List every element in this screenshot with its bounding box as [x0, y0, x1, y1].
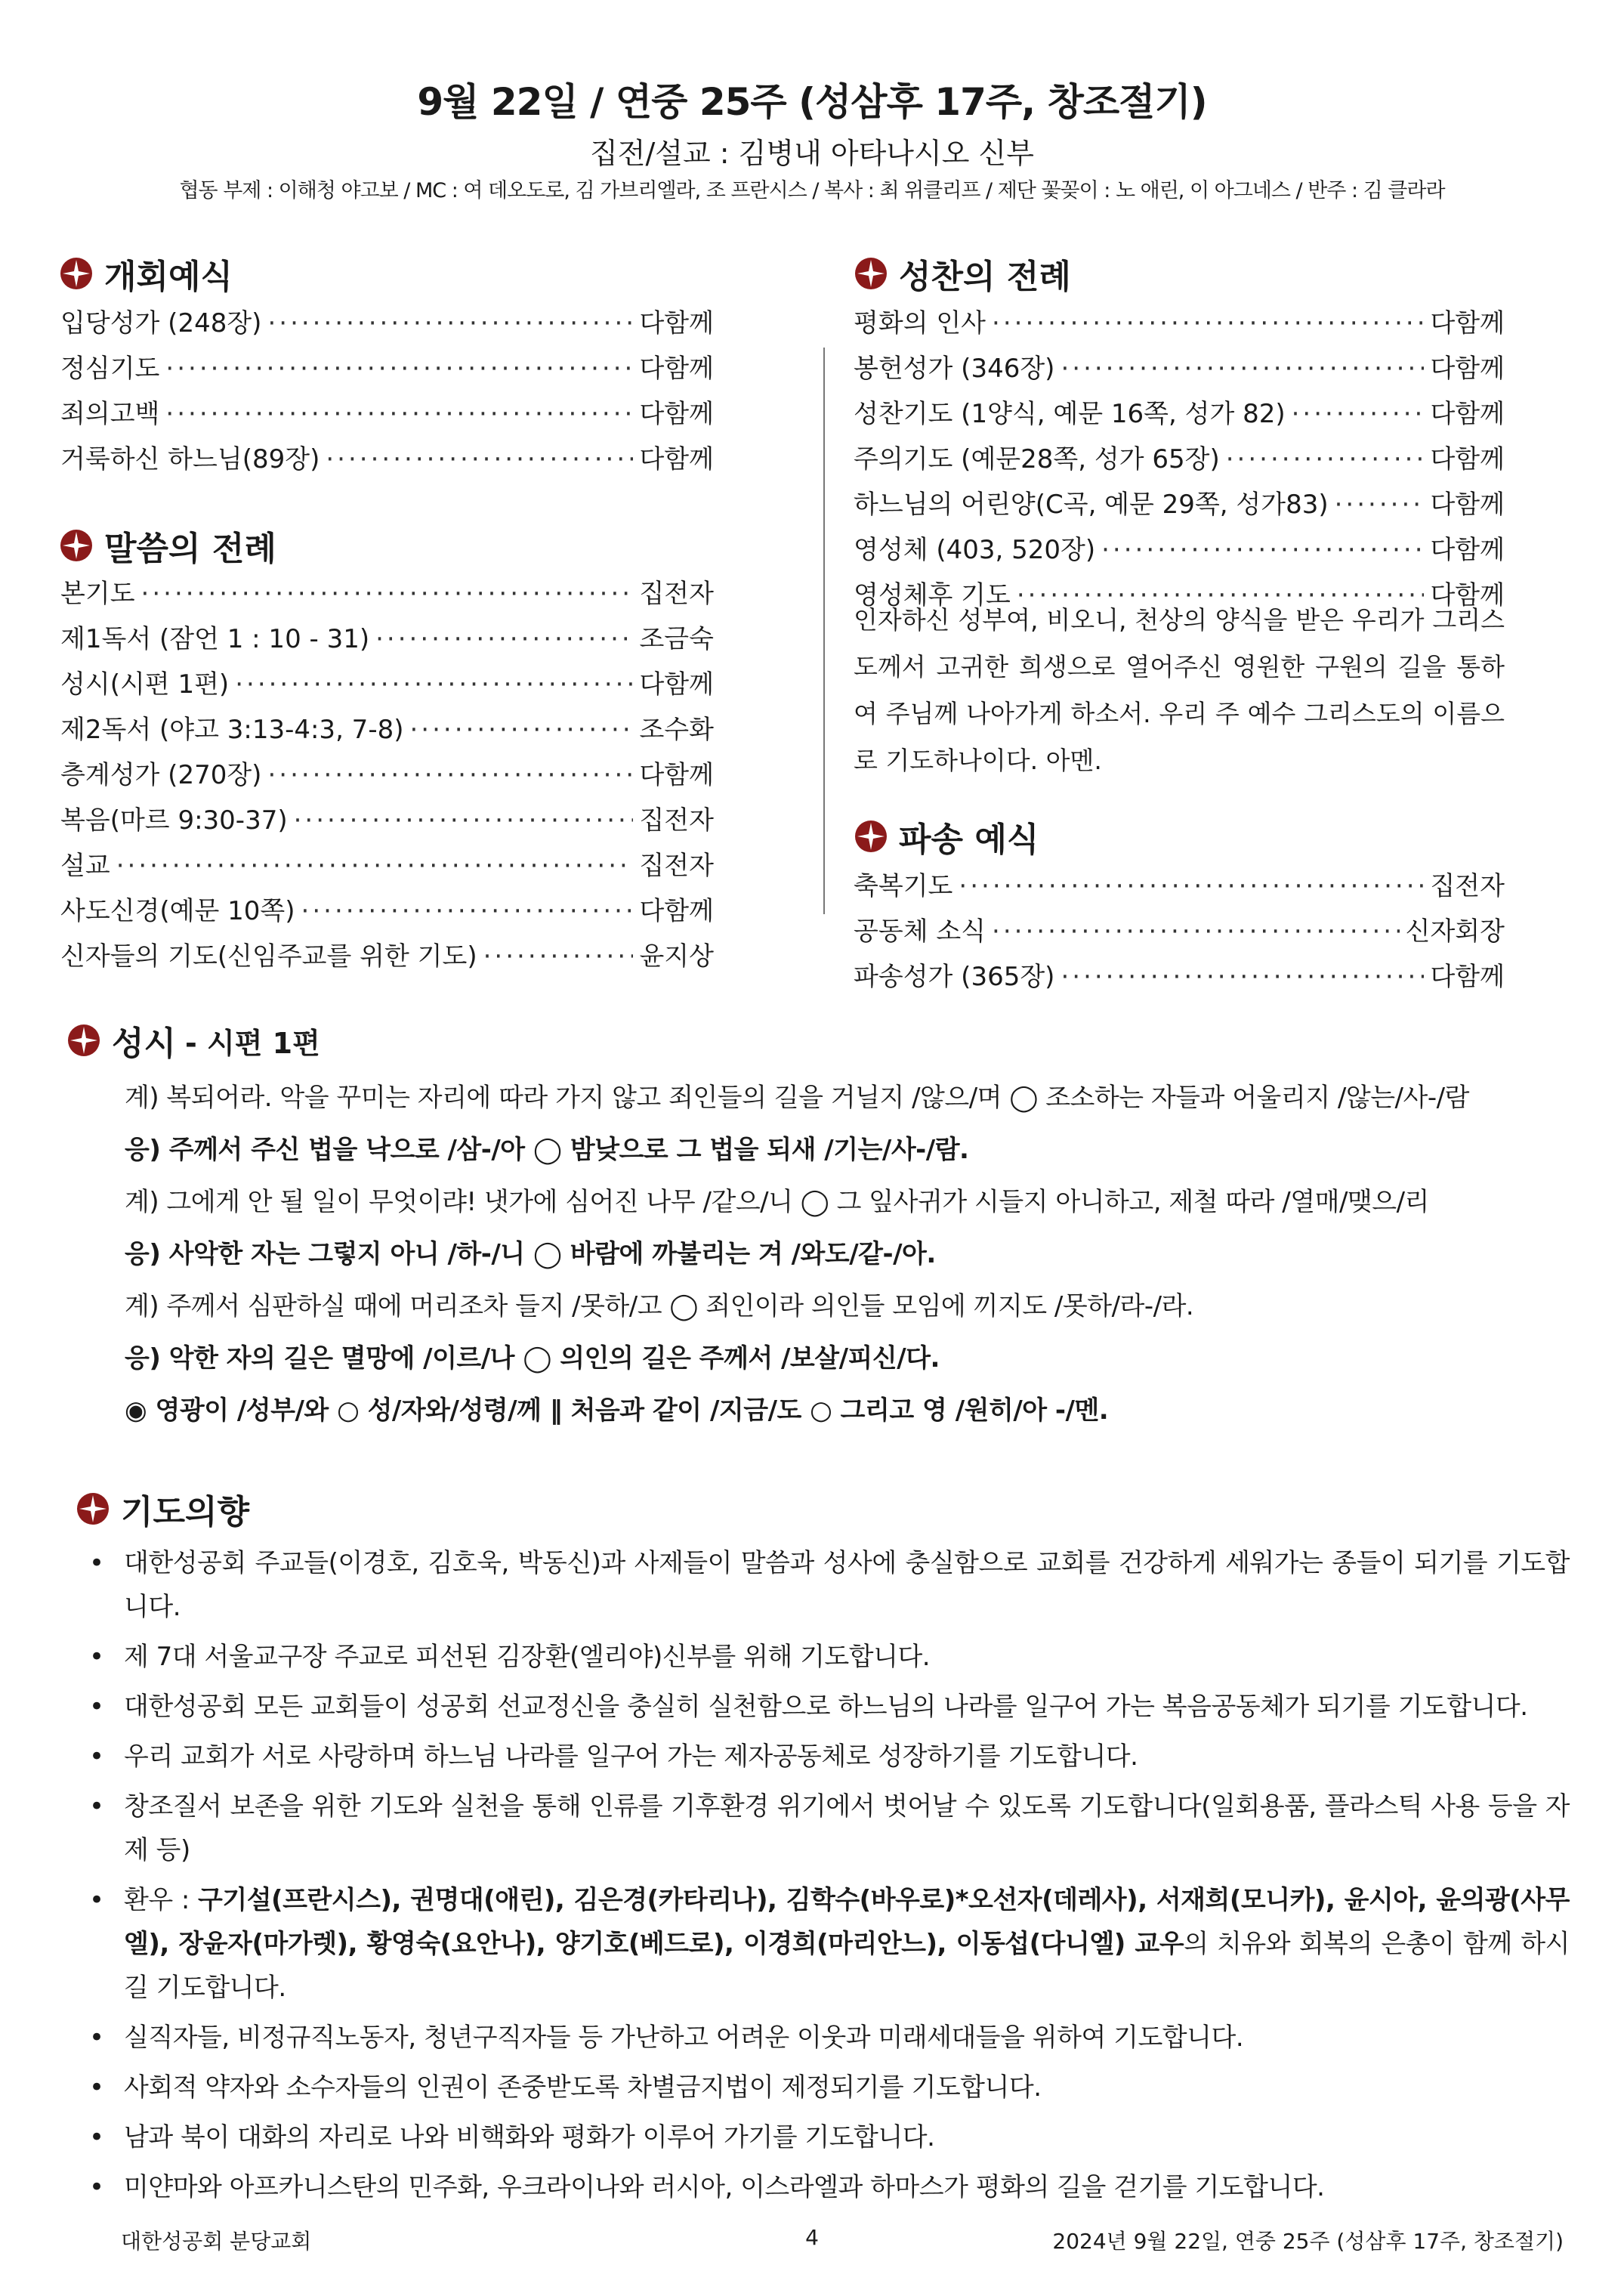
program-row — [60, 845, 714, 890]
program-item-role: 다함께 — [1430, 308, 1505, 338]
program-row — [60, 935, 714, 981]
program-item-role: 다함께 — [639, 308, 714, 338]
intention-item — [89, 1735, 1570, 1778]
intention-item — [89, 1785, 1570, 1872]
cross-circle-icon — [59, 528, 94, 563]
program-item-name: 하느님의 어린양(C곡, 예문 29쪽, 성가83) — [854, 490, 1329, 520]
column-divider — [823, 348, 825, 914]
bullet: • — [89, 1642, 104, 1672]
leader-dots — [992, 916, 1400, 947]
program-item-name: 정심기도 — [60, 354, 160, 384]
page-number: 4 — [805, 2225, 819, 2250]
psalm-line: 계) 주께서 심판하실 때에 머리조차 들지 /못하/고 ◯ 죄인이라 의인들 모임에 끼지도 /못하/라-/라. — [125, 1291, 1194, 1321]
leader-dots — [165, 354, 633, 384]
section-word-heading — [59, 521, 276, 570]
program-row — [60, 890, 714, 935]
bullet: • — [89, 1692, 104, 1722]
program-item-role: 다함께 — [1430, 535, 1505, 565]
presider-line: 집전/설교 : 김병내 아타나시오 신부 — [590, 137, 1034, 170]
bullet: • — [89, 1548, 104, 1578]
leader-dots — [1101, 535, 1424, 565]
intention-text: 대한성공회 주교들(이경호, 김호욱, 박동신)과 사제들이 말씀과 성사에 충실함으로 교회를 건강하게 세워가는 종들이 되기를 기도합니다. — [124, 1548, 1570, 1622]
program-item-role: 다함께 — [1430, 354, 1505, 384]
program-item-role: 다함께 — [639, 444, 714, 474]
program-item-role: 다함께 — [1430, 399, 1505, 429]
intention-text: 우리 교회가 서로 사랑하며 하느님 나라를 일구어 가는 제자공동체로 성장하기를 기도합니다. — [124, 1741, 1138, 1772]
program-item-role: 다함께 — [639, 760, 714, 790]
leader-dots — [141, 579, 634, 609]
psalm-line: 응) 주께서 주신 법을 낙으로 /삼-/아 ◯ 밤낮으로 그 법을 되새 /기는/사-/람. — [125, 1135, 969, 1165]
section-title: 성시 — [112, 1024, 177, 1063]
intention-text: 미얀마와 아프카니스탄의 민주화, 우크라이나와 러시아, 이스라엘과 하마스가 평화의 길을 걷기를 기도합니다. — [124, 2172, 1325, 2202]
bullet: • — [89, 1885, 104, 1915]
leader-dots — [294, 805, 634, 836]
intention-item — [89, 1878, 1570, 2010]
program-item-name: 공동체 소식 — [854, 916, 986, 947]
leader-dots — [116, 851, 634, 881]
leader-dots — [1226, 444, 1425, 474]
program-item-name: 제2독서 (야고 3:13-4:3, 7-8) — [60, 715, 404, 745]
program-item-role: 다함께 — [1430, 444, 1505, 474]
intention-text: 대한성공회 모든 교회들이 성공회 선교정신을 충실히 실천함으로 하느님의 나라를 일구어 가는 복음공동체가 되기를 기도합니다. — [124, 1692, 1528, 1722]
bullet: • — [89, 1791, 104, 1822]
program-item-name: 영성체후 기도 — [854, 580, 1011, 610]
footer-church: 대한성공회 분당교회 — [121, 2229, 312, 2254]
program-item-role: 집전자 — [639, 851, 714, 881]
psalm-lines — [125, 1077, 1560, 1442]
section-title: 파송 예식 — [899, 820, 1039, 859]
program-item-name: 설교 — [60, 851, 110, 881]
intention-item — [89, 1635, 1570, 1679]
program-item-role: 다함께 — [1430, 490, 1505, 520]
program-row — [854, 302, 1505, 348]
psalm-line: ◉ 영광이 /성부/와 ○ 성/자와/성령/께 ‖ 처음과 같이 /지금/도 ○ 그리고 영 /원히/아 -/멘. — [125, 1395, 1109, 1426]
program-item-role: 다함께 — [1430, 962, 1505, 992]
program-item-name: 사도신경(예문 10쪽) — [60, 896, 295, 926]
program-item-name: 본기도 — [60, 579, 135, 609]
psalm-line: 응) 악한 자의 길은 멸망에 /이르/나 ◯ 의인의 길은 주께서 /보살/피신/다. — [125, 1343, 940, 1374]
program-row — [60, 754, 714, 799]
intention-text: 남과 북이 대화의 자리로 나와 비핵화와 평화가 이루어 가기를 기도합니다. — [124, 2122, 935, 2152]
section-title: 성찬의 전례 — [899, 258, 1071, 296]
intention-text: 실직자들, 비정규직노동자, 청년구직자들 등 가난하고 어려운 이웃과 미래세대들을 위하여 기도합니다. — [124, 2023, 1244, 2053]
program-row — [854, 348, 1505, 393]
intention-item — [89, 2115, 1570, 2159]
section-title: 말씀의 전례 — [104, 530, 276, 568]
section-title: 기도의향 — [121, 1493, 250, 1531]
program-item-name: 죄의고백 — [60, 399, 160, 429]
program-row — [60, 393, 714, 438]
bullet: • — [89, 1741, 104, 1772]
intention-item — [89, 2016, 1570, 2060]
program-row — [60, 663, 714, 709]
program-item-name: 제1독서 (잠언 1 : 10 - 31) — [60, 624, 370, 654]
leader-dots — [483, 941, 634, 972]
patient-names: 구기설(프란시스), 권명대(애린), 김은경(카타리나), 김학수(바우로)*오선자(데레사), 서재희(모니카), 윤시아, 윤의광(사무엘), 장윤자(마가렛), 황영숙(요안나), 양기호(베드로), 이경희(마리안느), 이동섭(다니엘) 교우 — [124, 1885, 1570, 1959]
bullet: • — [89, 2122, 104, 2152]
cross-circle-icon — [854, 256, 888, 291]
cross-circle-icon — [76, 1491, 110, 1526]
program-item-name: 파송성가 (365장) — [854, 962, 1055, 992]
program-row — [60, 618, 714, 663]
program-item-role: 조수화 — [639, 715, 714, 745]
leader-dots — [1335, 490, 1425, 520]
leader-dots — [1061, 962, 1424, 992]
program-row — [854, 865, 1505, 910]
program-row — [60, 348, 714, 393]
program-item-name: 성시(시편 1편) — [60, 669, 230, 700]
program-item-name: 신자들의 기도(신임주교를 위한 기도) — [60, 941, 477, 972]
section-psalm-heading — [66, 1016, 320, 1065]
program-row — [60, 573, 714, 618]
leader-dots — [326, 444, 633, 474]
program-item-name: 주의기도 (예문28쪽, 성가 65장) — [854, 444, 1220, 474]
program-row — [60, 709, 714, 754]
program-item-role: 다함께 — [639, 669, 714, 700]
leader-dots — [267, 760, 633, 790]
psalm-line: 계) 그에게 안 될 일이 무엇이랴! 냇가에 심어진 나무 /같으/니 ◯ 그 잎사귀가 시들지 아니하고, 제철 따라 /열매/맺으/리 — [125, 1187, 1429, 1217]
intention-item — [89, 2066, 1570, 2109]
program-item-role: 집전자 — [639, 805, 714, 836]
program-row — [854, 529, 1505, 574]
leader-dots — [165, 399, 633, 429]
bullet: • — [89, 2023, 104, 2053]
leader-dots — [267, 308, 633, 338]
word-rows — [60, 573, 714, 981]
eucharist-rows — [854, 302, 1505, 620]
leader-dots — [235, 669, 633, 700]
psalm-line: 계) 복되어라. 악을 꾸미는 자리에 따라 가지 않고 죄인들의 길을 거닐지 /않으/며 ◯ 조소하는 자들과 어울리지 /않는/사-/람 — [125, 1083, 1469, 1113]
leader-dots — [992, 308, 1424, 338]
intention-item — [89, 1541, 1570, 1629]
section-eucharist-heading — [854, 249, 1071, 298]
program-item-role: 윤지상 — [639, 941, 714, 972]
post-communion-prayer: 인자하신 성부여, 비오니, 천상의 양식을 받은 우리가 그리스도께서 고귀한 희생으로 열어주신 영원한 구원의 길을 통하여 주님께 나아가게 하소서. 우리 주 예수 그리스도의 이름으로 기도하나이다. 아멘. — [854, 605, 1505, 775]
program-item-name: 평화의 인사 — [854, 308, 986, 338]
leader-dots — [1292, 399, 1425, 429]
program-row — [60, 302, 714, 348]
intention-item — [89, 2165, 1570, 2209]
bullet: • — [89, 2072, 104, 2103]
intention-suffix: 의 치유와 회복의 은총이 함께 하시길 기도합니다. — [124, 1929, 1570, 2003]
section-dismissal-heading — [854, 812, 1039, 861]
bullet: • — [89, 2172, 104, 2202]
section-opening-heading — [59, 249, 233, 298]
section-intentions-heading — [76, 1485, 249, 1533]
program-item-name: 입당성가 (248장) — [60, 308, 262, 338]
assistants-line: 협동 부제 : 이해청 야고보 / MC : 여 데오도로, 김 가브리엘라, 조 프란시스 / 복사 : 최 위클리프 / 제단 꽃꽂이 : 노 애린, 이 아그네스 / 반주 : 김 클라라 — [179, 179, 1445, 202]
leader-dots — [1061, 354, 1424, 384]
intention-prefix: 환우 : — [124, 1885, 198, 1915]
program-item-name: 거룩하신 하느님(89장) — [60, 444, 320, 474]
page-title: 9월 22일 / 연중 25주 (성삼후 17주, 창조절기) — [417, 80, 1207, 124]
program-item-role: 집전자 — [639, 579, 714, 609]
opening-rows — [60, 302, 714, 484]
section-subtitle: - 시편 1편 — [185, 1026, 320, 1060]
leader-dots — [375, 624, 633, 654]
intention-text: 창조질서 보존을 위한 기도와 실천을 통해 인류를 기후환경 위기에서 벗어날 수 있도록 기도합니다(일회용품, 플라스틱 사용 등을 자제 등) — [124, 1791, 1570, 1865]
program-row — [854, 956, 1505, 1001]
program-item-name: 영성체 (403, 520장) — [854, 535, 1096, 565]
program-item-name: 축복기도 — [854, 871, 953, 901]
program-item-role: 다함께 — [639, 399, 714, 429]
program-item-name: 봉헌성가 (346장) — [854, 354, 1055, 384]
program-item-role: 집전자 — [1430, 871, 1505, 901]
cross-circle-icon — [59, 256, 94, 291]
program-item-name: 성찬기도 (1양식, 예문 16쪽, 성가 82) — [854, 399, 1286, 429]
leader-dots — [301, 896, 634, 926]
intention-text: 제 7대 서울교구장 주교로 피선된 김장환(엘리야)신부를 위해 기도합니다. — [124, 1642, 931, 1672]
program-item-role: 조금숙 — [639, 624, 714, 654]
intention-item — [89, 1685, 1570, 1729]
intentions-list — [89, 1541, 1570, 2215]
program-row — [60, 799, 714, 845]
footer-date: 2024년 9월 22일, 연중 25주 (성삼후 17주, 창조절기) — [1052, 2229, 1564, 2254]
program-item-name: 복음(마르 9:30-37) — [60, 805, 288, 836]
program-item-role: 다함께 — [639, 354, 714, 384]
program-row — [60, 438, 714, 484]
program-item-name: 층계성가 (270장) — [60, 760, 262, 790]
dismissal-rows — [854, 865, 1505, 1001]
program-item-role: 다함께 — [639, 896, 714, 926]
psalm-line: 응) 사악한 자는 그렇지 아니 /하-/니 ◯ 바람에 까불리는 겨 /와도/같-/아. — [125, 1239, 936, 1269]
program-row — [854, 438, 1505, 484]
program-item-role: 신자회장 — [1405, 916, 1505, 947]
leader-dots — [959, 871, 1424, 901]
intention-text: 사회적 약자와 소수자들의 인권이 존중받도록 차별금지법이 제정되기를 기도합니다. — [124, 2072, 1042, 2103]
program-item-role: 다함께 — [1430, 580, 1505, 610]
cross-circle-icon — [66, 1023, 101, 1058]
program-row — [854, 910, 1505, 956]
leader-dots — [409, 715, 633, 745]
section-title: 개회예식 — [104, 258, 233, 296]
program-row — [854, 484, 1505, 529]
program-row — [854, 393, 1505, 438]
cross-circle-icon — [854, 819, 888, 854]
